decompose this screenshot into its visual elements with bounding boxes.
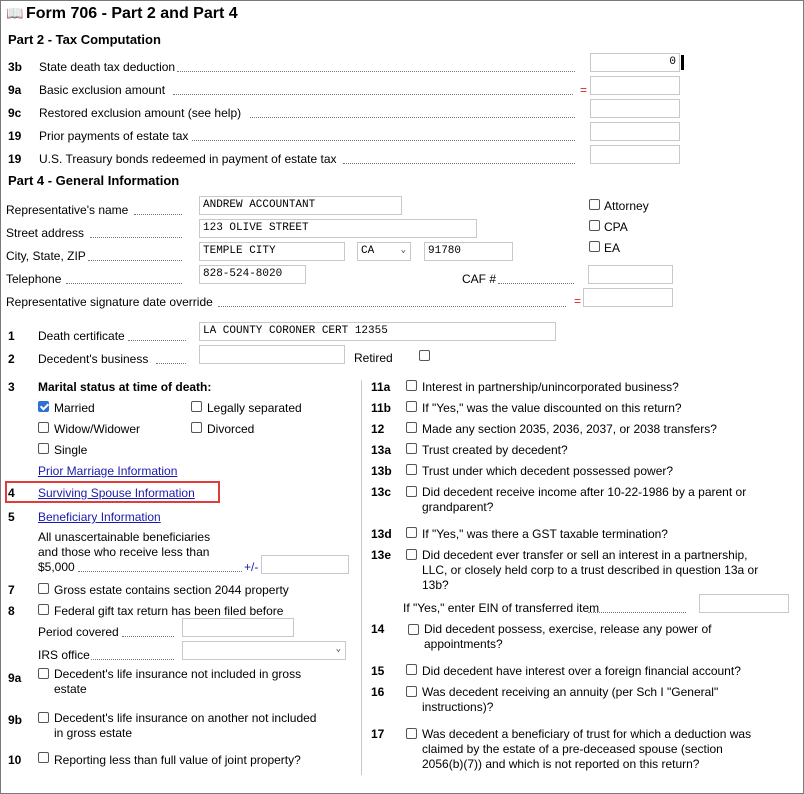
q11b-checkbox[interactable]: [406, 401, 417, 412]
text-cursor: [681, 55, 684, 70]
marital-status-label: Marital status at time of death:: [38, 380, 212, 394]
period-covered-field[interactable]: [182, 618, 294, 637]
q16-line2: instructions)?: [422, 700, 494, 714]
q11b-label: If "Yes," was the value discounted on this return?: [422, 401, 682, 415]
married-label: Married: [54, 401, 95, 415]
q13b-number: 13b: [371, 464, 392, 478]
life-insurance-checkbox[interactable]: [38, 668, 49, 679]
part2-heading: Part 2 - Tax Computation: [8, 32, 161, 47]
q5-text-line2: and those who receive less than: [38, 545, 210, 559]
death-certificate-field[interactable]: LA COUNTY CORONER CERT 12355: [199, 322, 556, 341]
q14-line1: Did decedent possess, exercise, release any power of: [424, 622, 712, 636]
row-19-treasury-number: 19: [8, 152, 22, 166]
state-death-tax-field[interactable]: 0: [590, 53, 680, 72]
q17-number: 17: [371, 727, 385, 741]
leader-dots: [134, 214, 182, 215]
caf-field[interactable]: [588, 265, 673, 284]
leader-dots: [173, 94, 573, 95]
joint-property-label: Reporting less than full value of joint property?: [54, 753, 301, 767]
row-9a-number: 9a: [8, 83, 22, 97]
death-certificate-label: Death certificate: [38, 329, 125, 343]
q13c-line2: grandparent?: [422, 500, 494, 514]
q13e-number: 13e: [371, 548, 392, 562]
chevron-down-icon: ⌄: [335, 644, 341, 654]
leader-dots: [588, 612, 686, 613]
q13e-line3: 13b?: [422, 578, 449, 592]
life-insurance-another-line1: Decedent's life insurance on another not included: [54, 711, 317, 725]
q17-checkbox[interactable]: [406, 728, 417, 739]
section-2044-checkbox[interactable]: [38, 583, 49, 594]
leader-dots: [192, 140, 575, 141]
q16-line1: Was decedent receiving an annuity (per Sch I "General": [422, 685, 719, 699]
q3-number: 3: [8, 380, 15, 394]
state-select[interactable]: [357, 242, 411, 261]
q5-text-line1: All unascertainable beneficiaries: [38, 530, 211, 544]
row-9c-label: Restored exclusion amount (see help): [39, 106, 242, 120]
life-insurance-another-line2: in gross estate: [54, 726, 133, 740]
zip-field[interactable]: 91780: [424, 242, 513, 261]
rep-name-label: Representative's name: [6, 203, 129, 217]
q5-number: 5: [8, 510, 15, 524]
ea-label: EA: [604, 241, 621, 255]
widow-checkbox[interactable]: [38, 422, 49, 433]
decedent-business-label: Decedent's business: [38, 352, 149, 366]
leader-dots: [218, 306, 566, 307]
leader-dots: [122, 636, 174, 637]
decedent-business-field[interactable]: [199, 345, 345, 364]
q7-number: 7: [8, 583, 15, 597]
city-label: City, State, ZIP: [6, 249, 86, 263]
q13e-line1: Did decedent ever transfer or sell an interest in a partnership,: [422, 548, 748, 562]
leader-dots: [88, 260, 182, 261]
ea-checkbox[interactable]: [589, 241, 600, 252]
q13a-number: 13a: [371, 443, 392, 457]
divorced-checkbox[interactable]: [191, 422, 202, 433]
q13c-line1: Did decedent receive income after 10-22-1986 by a parent or: [422, 485, 747, 499]
page-title: Form 706 - Part 2 and Part 4: [26, 5, 238, 22]
leader-dots: [343, 163, 575, 164]
q13b-checkbox[interactable]: [406, 464, 417, 475]
q15-checkbox[interactable]: [406, 664, 417, 675]
life-insurance-another-checkbox[interactable]: [38, 712, 49, 723]
life-insurance-line2: estate: [54, 682, 87, 696]
q14-number: 14: [371, 622, 385, 636]
leader-dots: [128, 340, 186, 341]
rep-name-field[interactable]: ANDREW ACCOUNTANT: [199, 196, 402, 215]
q2-number: 2: [8, 352, 15, 366]
q17-line3: 2056(b)(7)) and which is not reported on this return?: [422, 757, 700, 771]
leader-dots: [498, 283, 574, 284]
q17-line1: Was decedent a beneficiary of trust for which a deduction was: [422, 727, 752, 741]
chevron-down-icon: ⌄: [400, 245, 406, 255]
q11a-label: Interest in partnership/unincorporated business?: [422, 380, 679, 394]
prior-marriage-link[interactable]: Prior Marriage Information: [38, 464, 178, 478]
row-3b-label: State death tax deduction: [39, 60, 176, 74]
calculated-indicator: =: [574, 294, 582, 308]
divorced-label: Divorced: [207, 422, 255, 436]
q13c-checkbox[interactable]: [406, 486, 417, 497]
q8-number: 8: [8, 604, 15, 618]
retired-label: Retired: [354, 351, 393, 365]
leader-dots: [90, 237, 182, 238]
q17-line2: claimed by the estate of a pre-deceased spouse (section: [422, 742, 723, 756]
section-2044-label: Gross estate contains section 2044 property: [54, 583, 289, 597]
q13d-label: If "Yes," was there a GST taxable termination?: [422, 527, 668, 541]
q13b-label: Trust under which decedent possessed power?: [422, 464, 674, 478]
widow-label: Widow/Widower: [54, 422, 141, 436]
q5-text-line3: $5,000: [38, 560, 75, 574]
leader-dots: [156, 363, 186, 364]
street-address-field[interactable]: 123 OLIVE STREET: [199, 219, 477, 238]
q14-line2: appointments?: [424, 637, 503, 651]
life-insurance-line1: Decedent's life insurance not included in gross: [54, 667, 302, 681]
city-field[interactable]: TEMPLE CITY: [199, 242, 345, 261]
q13d-checkbox[interactable]: [406, 527, 417, 538]
state-value: CA: [361, 245, 375, 257]
q12-label: Made any section 2035, 2036, 2037, or 2038 transfers?: [422, 422, 717, 436]
telephone-label: Telephone: [6, 272, 62, 286]
q13e-checkbox[interactable]: [406, 549, 417, 560]
cpa-checkbox[interactable]: [589, 220, 600, 231]
surviving-spouse-link[interactable]: Surviving Spouse Information: [38, 486, 195, 500]
legally-separated-checkbox[interactable]: [191, 401, 202, 412]
period-covered-label: Period covered: [38, 625, 119, 639]
q13a-checkbox[interactable]: [406, 443, 417, 454]
q13d-number: 13d: [371, 527, 392, 541]
beneficiary-link[interactable]: Beneficiary Information: [38, 510, 161, 524]
q15-label: Did decedent have interest over a foreign financial account?: [422, 664, 741, 678]
q14-checkbox[interactable]: [408, 624, 419, 635]
row-19-label: Prior payments of estate tax: [39, 129, 189, 143]
row-19-number: 19: [8, 129, 22, 143]
joint-property-checkbox[interactable]: [38, 752, 49, 763]
q12-checkbox[interactable]: [406, 422, 417, 433]
single-checkbox[interactable]: [38, 443, 49, 454]
q13e-line2: LLC, or closely held corp to a trust described in question 13a or: [422, 563, 759, 577]
gift-tax-checkbox[interactable]: [38, 604, 49, 615]
q1-number: 1: [8, 329, 15, 343]
book-icon: 📖: [6, 5, 24, 21]
ein-field[interactable]: [699, 594, 789, 613]
q10-number: 10: [8, 753, 22, 767]
street-label: Street address: [6, 226, 85, 240]
leader-dots: [91, 659, 174, 660]
attorney-label: Attorney: [604, 199, 649, 213]
prior-payments-field[interactable]: [590, 122, 680, 141]
restored-exclusion-field[interactable]: [590, 99, 680, 118]
q16-number: 16: [371, 685, 385, 699]
unascertainable-beneficiaries-field[interactable]: [261, 555, 349, 574]
q11a-checkbox[interactable]: [406, 380, 417, 391]
row-9a-label: Basic exclusion amount: [39, 83, 166, 97]
q16-checkbox[interactable]: [406, 686, 417, 697]
q13c-number: 13c: [371, 485, 392, 499]
column-divider: [361, 380, 362, 775]
attorney-checkbox[interactable]: [589, 199, 600, 210]
leader-dots: [177, 71, 575, 72]
leader-dots: [66, 283, 182, 284]
row-9c-number: 9c: [8, 106, 22, 120]
irs-office-select[interactable]: [182, 641, 346, 660]
q15-number: 15: [371, 664, 385, 678]
cpa-label: CPA: [604, 220, 628, 234]
q12-number: 12: [371, 422, 385, 436]
single-label: Single: [54, 443, 88, 457]
row-3b-number: 3b: [8, 60, 23, 74]
q11a-number: 11a: [371, 380, 391, 394]
irs-office-label: IRS office: [38, 648, 90, 662]
married-checkbox[interactable]: [38, 401, 49, 412]
telephone-field[interactable]: 828-524-8020: [199, 265, 306, 284]
retired-checkbox[interactable]: [419, 350, 430, 361]
q13a-label: Trust created by decedent?: [422, 443, 568, 457]
leader-dots: [78, 571, 242, 572]
plus-minus-button[interactable]: +/-: [244, 560, 259, 574]
sig-date-field[interactable]: [583, 288, 673, 307]
q9b-number: 9b: [8, 713, 23, 727]
caf-label: CAF #: [462, 272, 497, 286]
part4-heading: Part 4 - General Information: [8, 173, 180, 188]
leader-dots: [250, 117, 575, 118]
ein-label: If "Yes," enter EIN of transferred item: [403, 601, 600, 615]
legally-separated-label: Legally separated: [207, 401, 302, 415]
calculated-indicator: =: [580, 83, 588, 97]
sig-date-label: Representative signature date override: [6, 295, 213, 309]
gift-tax-label: Federal gift tax return has been filed before: [54, 604, 284, 618]
row-19-treasury-label: U.S. Treasury bonds redeemed in payment of estate tax: [39, 152, 337, 166]
q4-number: 4: [8, 486, 15, 500]
q9a-number: 9a: [8, 671, 22, 685]
treasury-bonds-field[interactable]: [590, 145, 680, 164]
basic-exclusion-field[interactable]: [590, 76, 680, 95]
q11b-number: 11b: [371, 401, 392, 415]
